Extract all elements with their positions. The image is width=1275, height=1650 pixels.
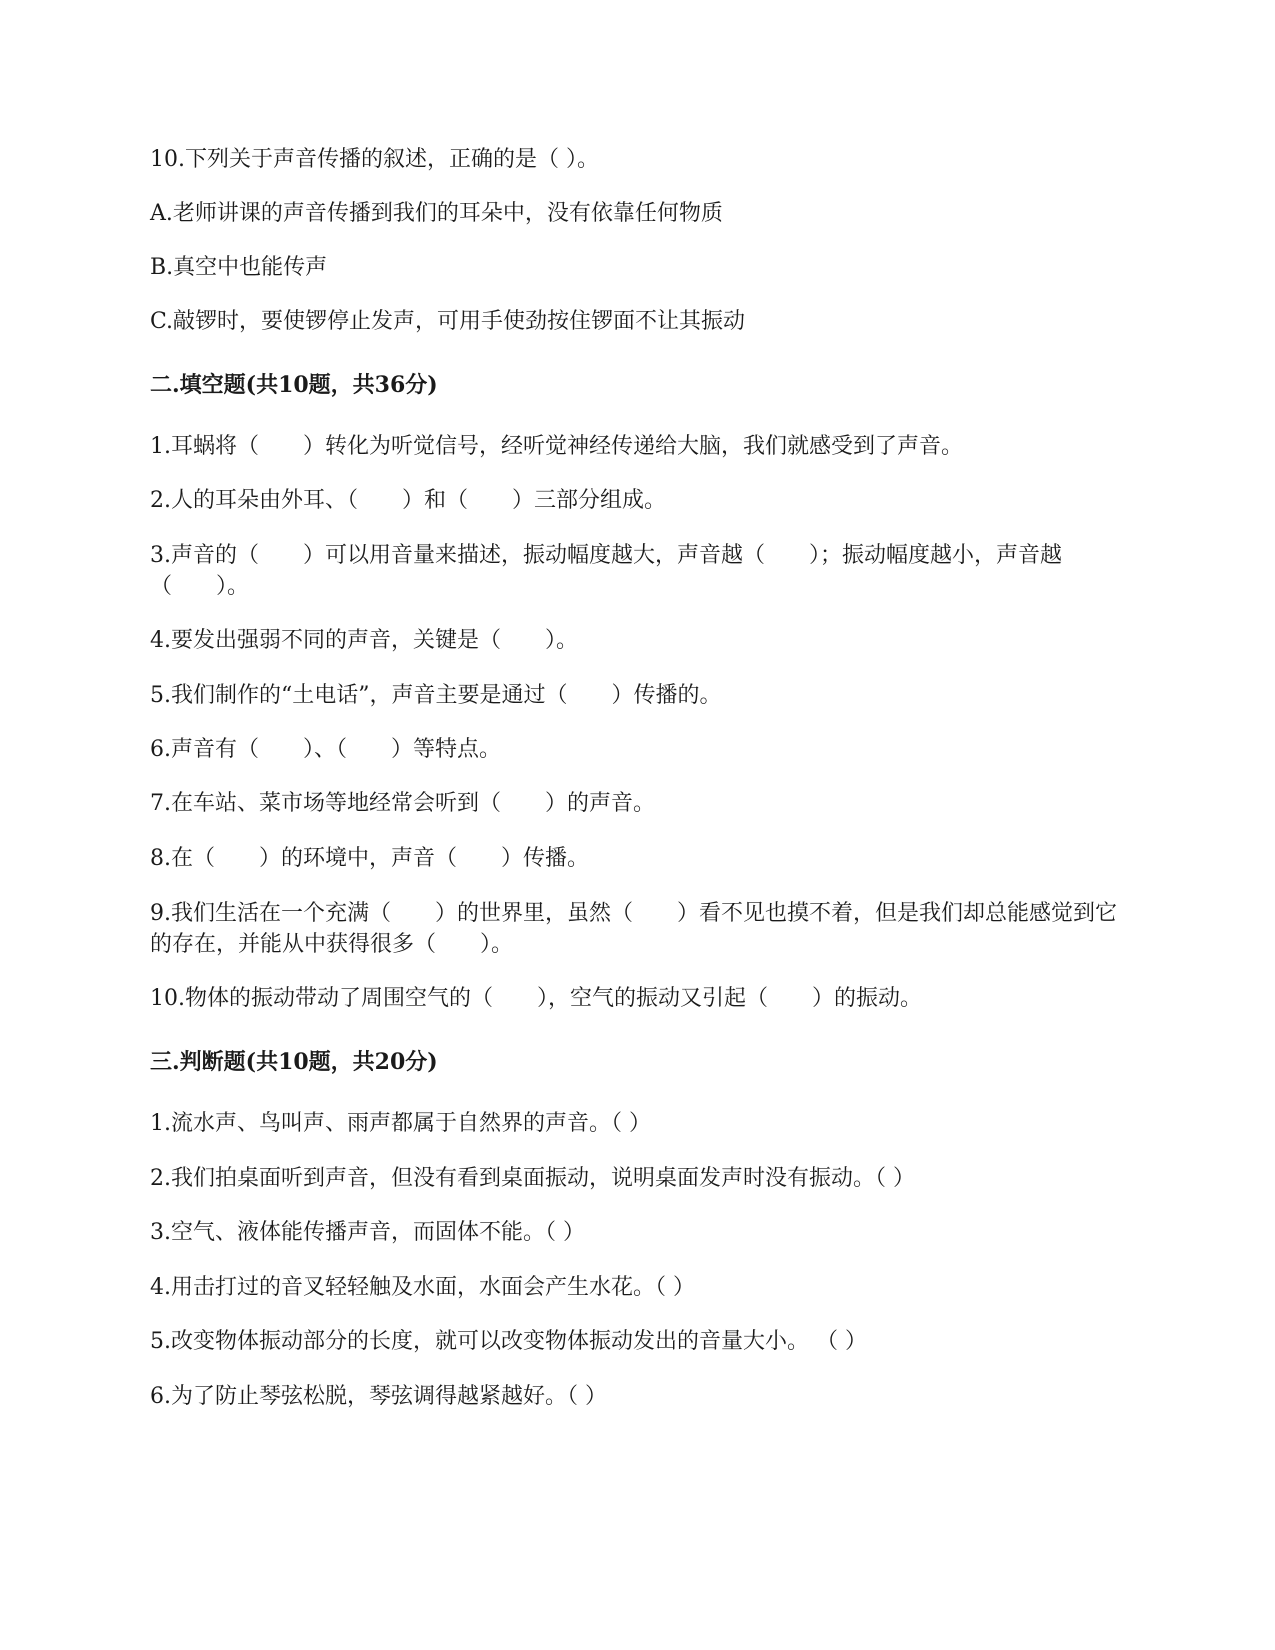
true-false-question: 3.空气、液体能传播声音，而固体不能。（ ） — [150, 1220, 585, 1245]
true-false-question: 1.流水声、鸟叫声、雨声都属于自然界的声音。（ ） — [150, 1111, 651, 1136]
question-10-stem: 10.下列关于声音传播的叙述，正确的是（ ）。 — [150, 147, 599, 172]
option-c: C.敲锣时，要使锣停止发声，可用手使劲按住锣面不让其振动 — [150, 309, 746, 334]
fill-blank-question: 10.物体的振动带动了周围空气的（ ），空气的振动又引起（ ）的振动。 — [150, 986, 922, 1011]
fill-blank-question: 7.在车站、菜市场等地经常会听到（ ）的声音。 — [150, 791, 655, 816]
fill-blank-question: 5.我们制作的“土电话”，声音主要是通过（ ）传播的。 — [150, 683, 722, 708]
section-heading-fill-blank: 二.填空题(共10题，共36分) — [150, 372, 438, 398]
fill-blank-question: 3.声音的（ ）可以用音量来描述，振动幅度越大，声音越（ ）；振动幅度越小，声音越（ ）。 — [150, 543, 1062, 599]
true-false-question: 2.我们拍桌面听到声音，但没有看到桌面振动，说明桌面发声时没有振动。（ ） — [150, 1166, 915, 1191]
fill-blank-question: 1.耳蜗将（ ）转化为听觉信号，经听觉神经传递给大脑，我们就感受到了声音。 — [150, 434, 963, 459]
true-false-question: 5.改变物体振动部分的长度，就可以改变物体振动发出的音量大小。 （ ） — [150, 1329, 867, 1354]
fill-blank-question: 2.人的耳朵由外耳、（ ）和（ ）三部分组成。 — [150, 488, 666, 513]
fill-blank-question: 9.我们生活在一个充满（ ）的世界里，虽然（ ）看不见也摸不着，但是我们却总能感觉到它的存在，并能从中获得很多（ ）。 — [150, 901, 1117, 957]
true-false-question: 4.用击打过的音叉轻轻触及水面，水面会产生水花。（ ） — [150, 1275, 695, 1300]
true-false-question: 6.为了防止琴弦松脱，琴弦调得越紧越好。（ ） — [150, 1384, 607, 1409]
section-heading-true-false: 三.判断题(共10题，共20分) — [150, 1049, 438, 1075]
fill-blank-question: 8.在（ ）的环境中，声音（ ）传播。 — [150, 846, 589, 871]
fill-blank-question: 4.要发出强弱不同的声音，关键是（ ）。 — [150, 628, 578, 653]
fill-blank-question: 6.声音有（ ）、（ ）等特点。 — [150, 737, 501, 762]
option-a: A.老师讲课的声音传播到我们的耳朵中，没有依靠任何物质 — [150, 201, 723, 226]
option-b: B.真空中也能传声 — [150, 255, 328, 280]
